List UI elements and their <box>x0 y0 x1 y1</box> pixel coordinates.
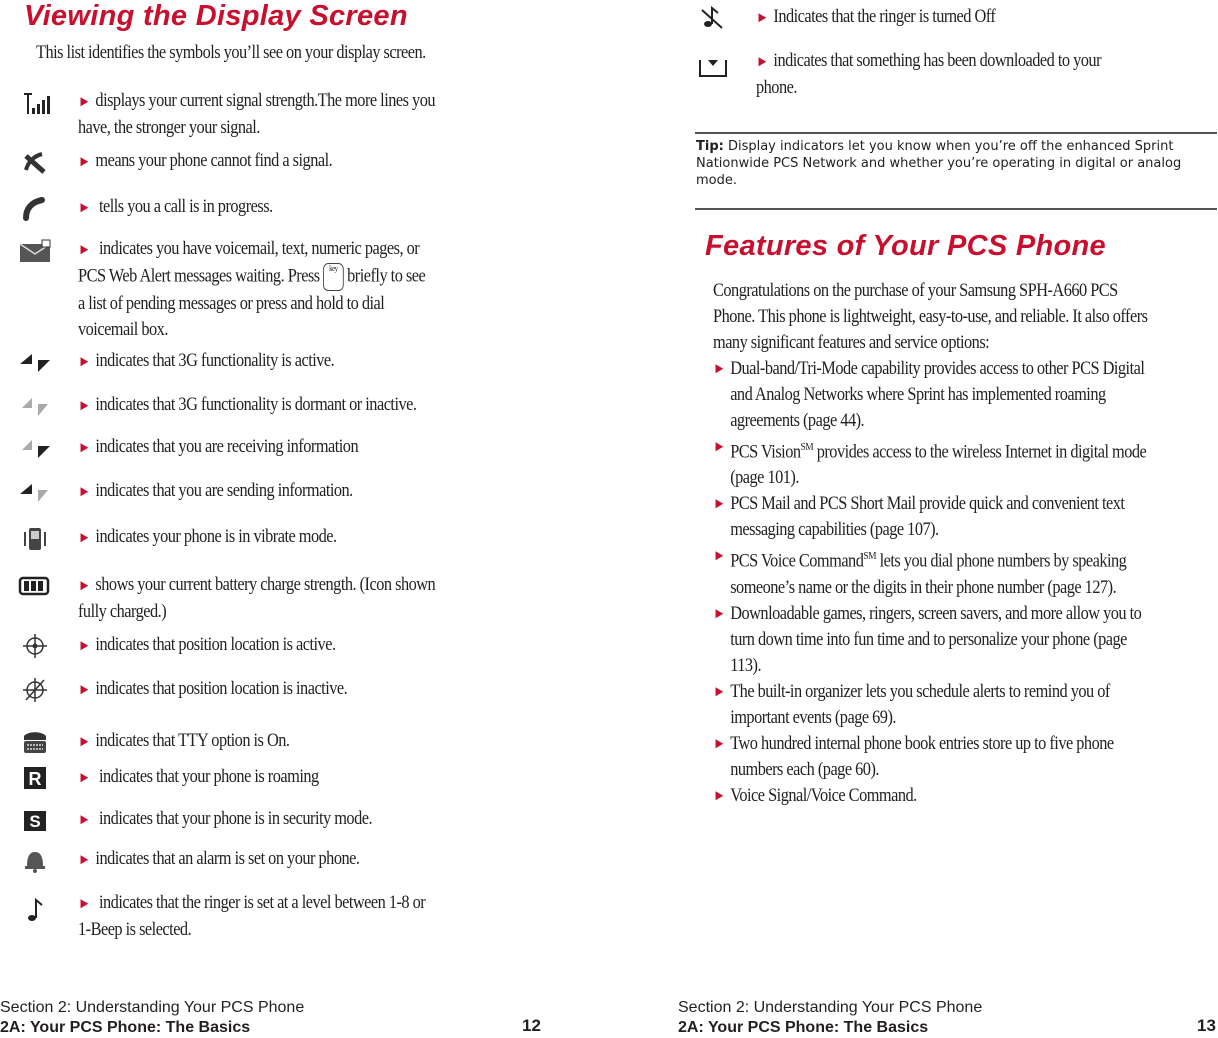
feature-item: ► PCS Mail and PCS Short Mail provide quick and convenient text messaging capabilities (page 107). <box>713 493 1125 541</box>
security-icon <box>18 806 52 834</box>
3g-active-icon <box>18 348 52 376</box>
feature-item: ► PCS Voice Command℠ lets you dial phone numbers by speaking someone’s name or the digits in their phone number (page 127). <box>713 548 1127 598</box>
messages-waiting-icon <box>18 236 52 264</box>
ringer-off-icon <box>696 4 730 32</box>
call-in-progress-icon <box>18 194 52 222</box>
left-page-title: Viewing the Display Screen <box>24 0 408 32</box>
alarm-icon <box>18 846 52 874</box>
feature-item: ► Downloadable games, ringers, screen savers, and more allow you to turn down time into fun time and to personalize your phone (page 113). <box>713 602 1142 676</box>
left-page-number: 12 <box>522 1016 541 1035</box>
receiving-icon <box>18 434 52 462</box>
tip-bottom-rule <box>695 208 1217 210</box>
no-signal-icon <box>18 148 52 176</box>
sending-icon <box>18 478 52 506</box>
vibrate-icon <box>18 524 52 552</box>
3g-dormant-icon <box>18 392 52 420</box>
right-page-number: 13 <box>1197 1016 1216 1035</box>
left-footer: Section 2: Understanding Your PCS Phone 2A: Your PCS Phone: The Basics <box>0 999 305 1036</box>
location-off-icon <box>18 676 52 704</box>
svg-text:S: S <box>29 812 41 831</box>
right-footer: Section 2: Understanding Your PCS Phone 2A: Your PCS Phone: The Basics <box>678 999 983 1036</box>
download-icon <box>696 52 730 80</box>
tty-icon <box>18 728 52 756</box>
svg-text:R: R <box>28 769 42 789</box>
ringer-level-icon <box>18 896 52 924</box>
left-intro: This list identifies the symbols you’ll see on your display screen. <box>36 42 426 63</box>
tip-top-rule <box>695 132 1217 134</box>
feature-item: ► Dual-band/Tri-Mode capability provides access to other PCS Digital and Analog Networks where Sprint has implemented roaming agreements (page 44). <box>713 358 1145 431</box>
features-list <box>713 356 1212 809</box>
message-key-icon: key <box>323 263 344 291</box>
feature-item: ► Voice Signal/Voice Command. <box>713 784 917 806</box>
battery-icon <box>18 572 52 600</box>
roaming-icon <box>18 764 52 792</box>
feature-item: ► The built-in organizer lets you schedule alerts to remind you of important events (page 69). <box>713 680 1110 728</box>
location-on-icon <box>18 632 52 660</box>
tip-box: Tip: Display indicators let you know when you’re off the enhanced Sprint Nationwide PCS Network and whether you’re operating in digital or analog mode. <box>696 139 1182 188</box>
feature-item: ► PCS Vision℠ provides access to the wireless Internet in digital mode (page 101). <box>713 439 1147 489</box>
features-intro: Congratulations on the purchase of your Samsung SPH-A660 PCS Phone. This phone is lightweight, easy-to-use, and reliable. It also offers many significant features and service options: <box>713 280 1148 353</box>
feature-item: ► Two hundred internal phone book entries store up to five phone numbers each (page 60). <box>713 732 1114 780</box>
signal-strength-icon <box>18 88 52 116</box>
right-page-title: Features of Your PCS Phone <box>705 230 1106 262</box>
